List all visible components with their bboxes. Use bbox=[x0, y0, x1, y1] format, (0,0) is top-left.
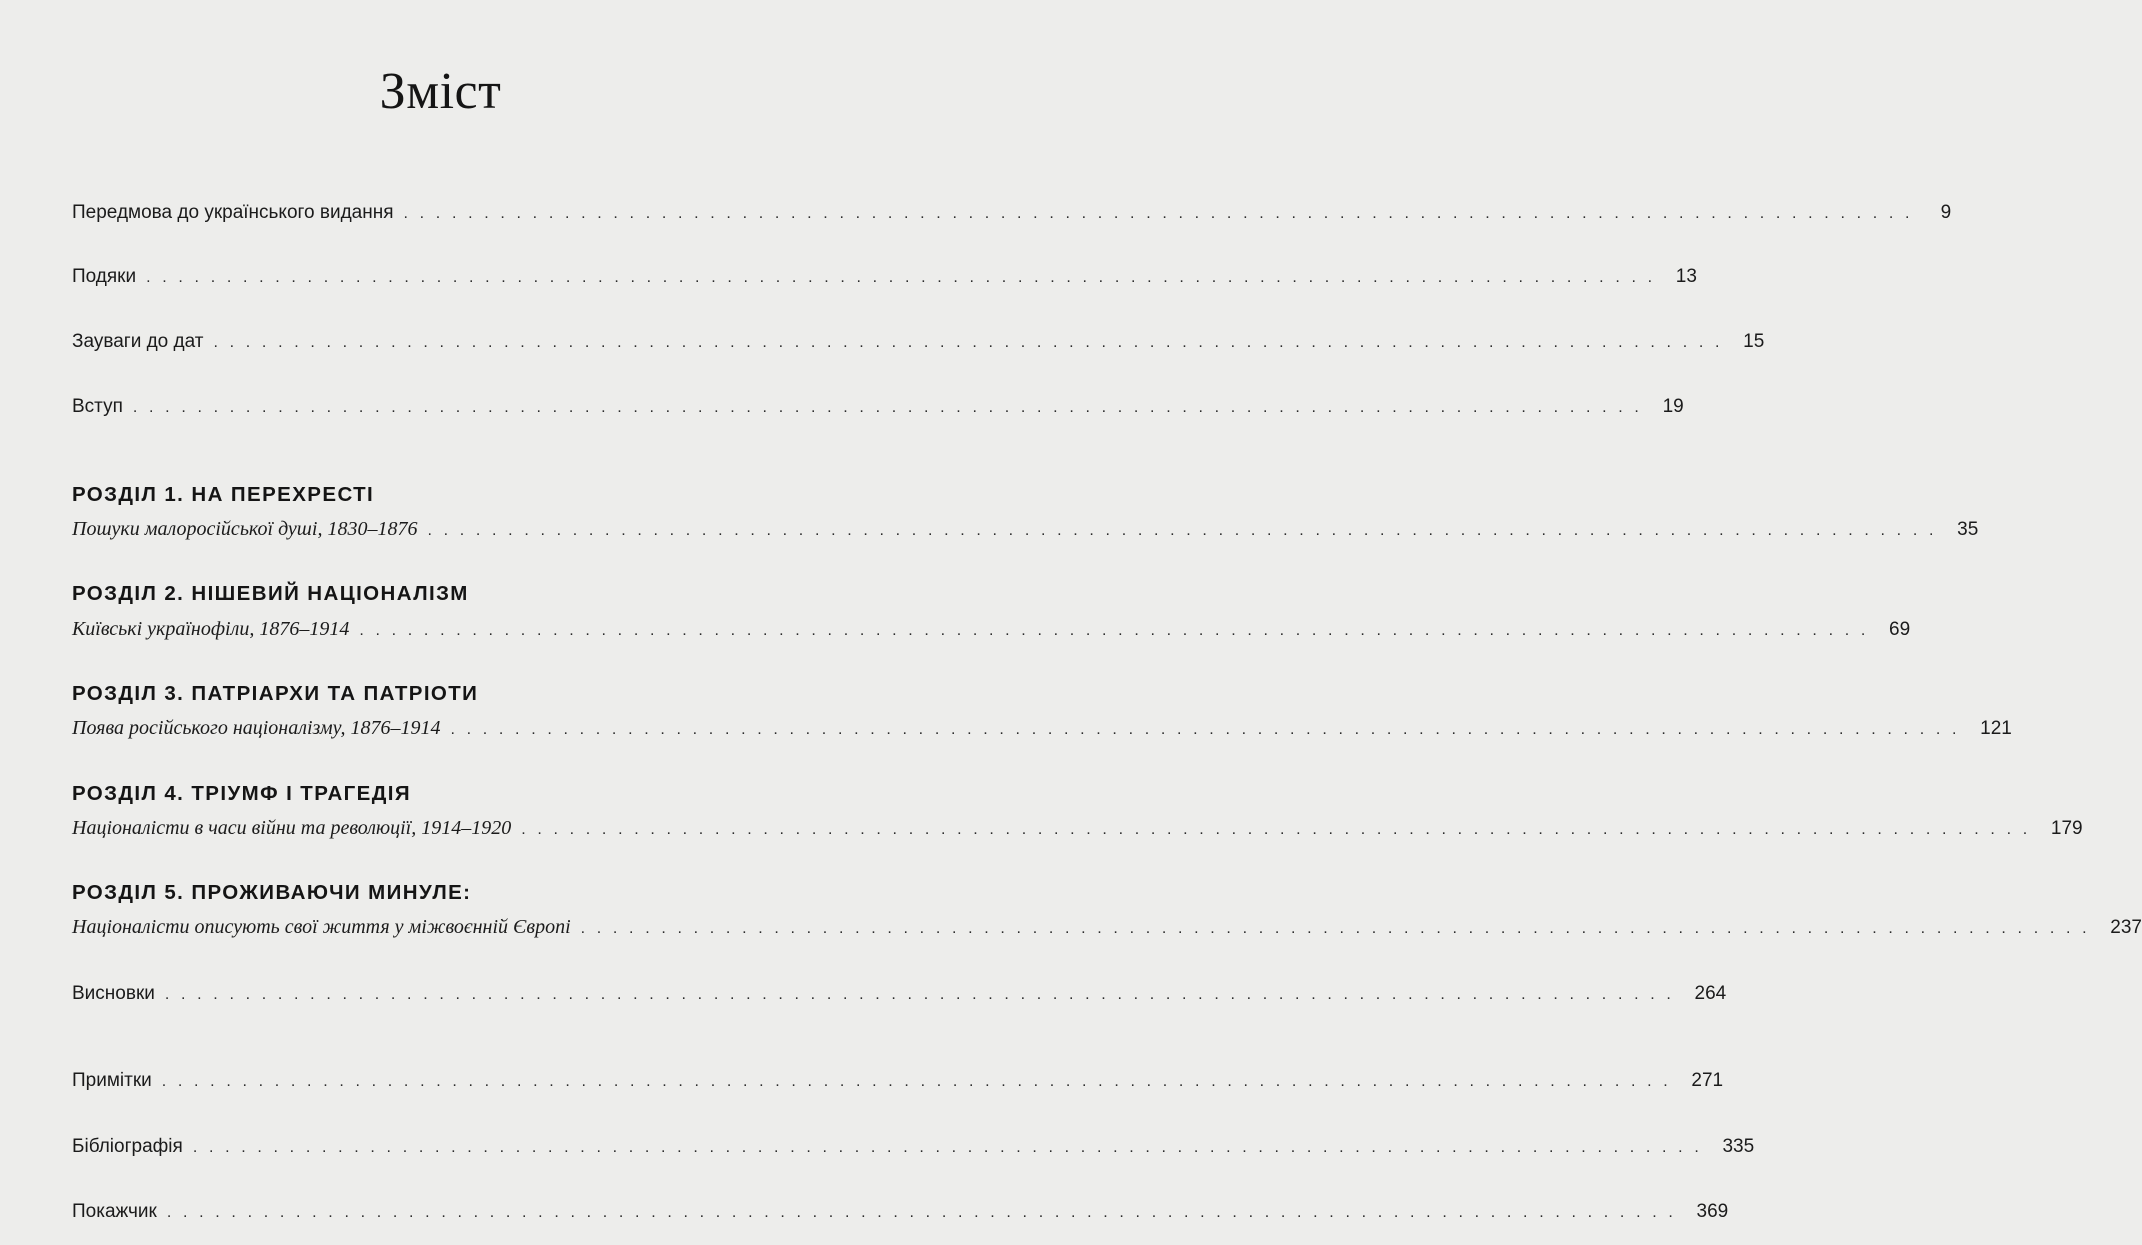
toc-entry-text: Подяки bbox=[72, 266, 137, 287]
toc-page-number: 264 bbox=[1694, 983, 1727, 1004]
toc-entry-text: Покажчик bbox=[72, 1201, 157, 1222]
chapter-subtitle: Націоналісти в часи війни та революції, 1914–1920 bbox=[72, 817, 512, 839]
toc-page-number: 237 bbox=[2110, 917, 2142, 938]
toc-page-number: 69 bbox=[1889, 619, 1911, 640]
dot-leader: .............................................................................................. bbox=[161, 1073, 1680, 1090]
toc-page-number: 335 bbox=[1722, 1136, 1755, 1157]
dot-leader: .............................................................................................. bbox=[146, 269, 1664, 286]
toc-entry-conclusions[interactable] bbox=[72, 982, 1727, 1007]
toc-page-number: 271 bbox=[1691, 1070, 1724, 1091]
dot-leader: .............................................................................................. bbox=[450, 721, 1969, 738]
dot-leader: .............................................................................................. bbox=[580, 920, 2099, 937]
chapter-2-heading[interactable]: РОЗДІЛ 2. НІШЕВИЙ НАЦІОНАЛІЗМ bbox=[72, 582, 469, 605]
chapter-3-heading[interactable]: РОЗДІЛ 3. ПАТРІАРХИ ТА ПАТРІОТИ bbox=[72, 682, 479, 705]
toc-page-number: 35 bbox=[1957, 519, 1979, 540]
toc-entry-introduction[interactable] bbox=[72, 395, 1684, 420]
chapter-4-heading[interactable]: РОЗДІЛ 4. ТРІУМФ І ТРАГЕДІЯ bbox=[72, 782, 411, 805]
dot-leader: .............................................................................................. bbox=[132, 399, 1651, 416]
toc-entry-preface[interactable] bbox=[72, 201, 1952, 226]
toc-entry-text: Вступ bbox=[72, 396, 123, 417]
chapter-4-entry[interactable] bbox=[72, 816, 2083, 842]
dot-leader: .............................................................................................. bbox=[359, 622, 1878, 639]
chapter-1-entry[interactable] bbox=[72, 517, 1979, 543]
toc-page-number: 13 bbox=[1675, 266, 1697, 287]
toc-page-number: 9 bbox=[1940, 202, 1952, 223]
toc-entry-text: Висновки bbox=[72, 983, 155, 1004]
dot-leader: .............................................................................................. bbox=[164, 986, 1683, 1003]
page-title: Зміст bbox=[379, 63, 502, 120]
dot-leader: .............................................................................................. bbox=[403, 205, 1922, 222]
toc-page-number: 121 bbox=[1980, 718, 2012, 739]
toc-entry-text: Примітки bbox=[72, 1070, 152, 1091]
chapter-subtitle: Поява російського націоналізму, 1876–1914 bbox=[72, 717, 441, 739]
dot-leader: .............................................................................................. bbox=[213, 334, 1732, 351]
toc-entry-text: Бібліографія bbox=[72, 1136, 183, 1157]
chapter-subtitle: Націоналісти описують свої життя у міжвоєнній Європі bbox=[72, 916, 571, 938]
chapter-1-heading[interactable]: РОЗДІЛ 1. НА ПЕРЕХРЕСТІ bbox=[72, 483, 375, 506]
chapter-subtitle: Пошуки малоросійської душі, 1830–1876 bbox=[72, 518, 418, 540]
toc-page-number: 179 bbox=[2050, 818, 2083, 839]
dot-leader: .............................................................................................. bbox=[427, 522, 1946, 539]
toc-page-number: 19 bbox=[1662, 396, 1684, 417]
toc-page-number: 369 bbox=[1696, 1201, 1729, 1222]
toc-entry-bibliography[interactable] bbox=[72, 1135, 1755, 1160]
toc-entry-text: Передмова до українського видання bbox=[72, 202, 394, 223]
toc-entry-dates-note[interactable] bbox=[72, 330, 1765, 355]
chapter-3-entry[interactable] bbox=[72, 716, 2012, 742]
toc-entry-index[interactable] bbox=[72, 1200, 1729, 1225]
chapter-subtitle: Київські українофіли, 1876–1914 bbox=[72, 618, 350, 640]
dot-leader: .............................................................................................. bbox=[192, 1139, 1711, 1156]
chapter-5-entry[interactable] bbox=[72, 915, 2142, 941]
dot-leader: .............................................................................................. bbox=[521, 821, 2039, 838]
toc-entry-text: Зауваги до дат bbox=[72, 331, 204, 352]
chapter-2-entry[interactable] bbox=[72, 617, 1911, 643]
toc-entry-notes[interactable] bbox=[72, 1069, 1724, 1094]
toc-page-number: 15 bbox=[1743, 331, 1765, 352]
toc-entry-acknowledgements[interactable] bbox=[72, 265, 1697, 290]
chapter-5-heading[interactable]: РОЗДІЛ 5. ПРОЖИВАЮЧИ МИНУЛЕ: bbox=[72, 881, 472, 904]
dot-leader: .............................................................................................. bbox=[166, 1204, 1685, 1221]
